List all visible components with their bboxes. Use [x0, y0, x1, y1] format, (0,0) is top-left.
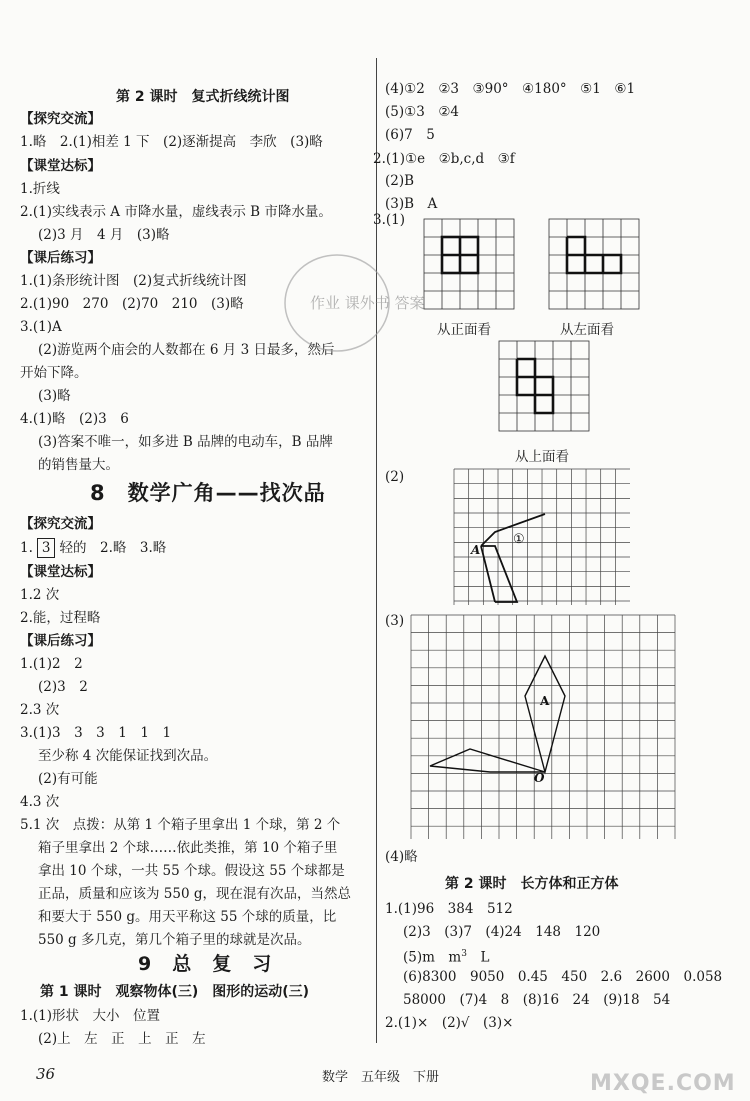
answer-line: 2.(1)90 270 (2)70 210 (3)略: [20, 296, 244, 312]
answer-line: (5)①3 ②4: [385, 104, 460, 120]
answer-line: 3.(1)3 3 3 1 1 1: [20, 725, 172, 741]
answer-line: 正品，质量和应该为 550 g，现在混有次品，当然总: [38, 886, 351, 902]
answer-line: 1.略 2.(1)相差 1 下 (2)逐渐提高 李欣 (3)略: [20, 134, 323, 150]
point-a-label: A: [471, 543, 481, 557]
shape-1-label: ①: [513, 532, 525, 547]
u9-lesson1-title: 第 1 课时 观察物体(三) 图形的运动(三): [40, 984, 310, 1000]
answer-line: (6)8300 9050 0.45 450 2.6 2600 0.058: [403, 969, 723, 985]
answer-line: 2.3 次: [20, 702, 60, 718]
answer-line: (2)3 月 4 月 (3)略: [38, 227, 170, 243]
answer-line: (2)3 (3)7 (4)24 148 120: [403, 924, 601, 940]
answer-line: [20, 538, 166, 558]
section-class: 【课堂达标】: [20, 564, 101, 580]
answer-line: (2)游览两个庙会的人数都在 6 月 3 日最多，然后: [38, 342, 335, 358]
unit-text: (5)m m: [403, 949, 462, 966]
answer-line: 58000 (7)4 8 (8)16 24 (9)18 54: [403, 992, 671, 1008]
q3-grid: [410, 614, 682, 846]
q3-label: (3): [385, 613, 405, 629]
answer-line: 1.2 次: [20, 587, 60, 603]
answer-line: (6)7 5: [385, 127, 435, 143]
answer-line: (3)答案不唯一，如多进 B 品牌的电动车，B 品牌: [38, 434, 333, 450]
unit8-title: 8 数学广角——找次品: [90, 481, 326, 505]
top-view-grid: [498, 340, 590, 432]
answer-line: (4)略: [385, 849, 418, 865]
answer-line: (3)略: [38, 388, 71, 404]
answer-line: 3.(1)A: [20, 319, 62, 335]
section-explore: 【探究交流】: [20, 516, 101, 532]
shape-a-label: A: [540, 694, 550, 708]
q2-label: (2): [385, 469, 405, 485]
caption-left: 从左面看: [560, 322, 614, 338]
answer-line: 拿出 10 个球，一共 55 个球。假设这 55 个球都是: [38, 863, 345, 879]
section-class: 【课堂达标】: [20, 158, 101, 174]
answer-line: 开始下降。: [20, 365, 88, 381]
answer-line: (2)有可能: [38, 771, 98, 787]
q2-grid: [453, 468, 633, 608]
section-after: 【课后练习】: [20, 633, 101, 649]
answer-line: 至少称 4 次能保证找到次品。: [38, 748, 218, 764]
answer-line: 2.能，过程略: [20, 610, 101, 626]
answer-line: [403, 945, 489, 967]
book-label: 数学 五年级 下册: [322, 1070, 440, 1085]
answer-line: 4.(1)略 (2)3 6: [20, 411, 129, 427]
answer-line: 550 g 多几克，第几个箱子里的球就是次品。: [38, 932, 311, 948]
caption-front: 从正面看: [437, 322, 491, 338]
answer-line: 1.(1)形状 大小 位置: [20, 1008, 161, 1024]
answer-line: 1.(1)条形统计图 (2)复式折线统计图: [20, 273, 247, 289]
answer-line: 和要大于 550 g。用天平称这 55 个球的质量，比: [38, 909, 337, 925]
lesson2-title: 第 2 课时 复式折线统计图: [116, 89, 290, 105]
point-o-label: O: [534, 771, 545, 785]
unit9-title: 9 总 复 习: [138, 953, 273, 975]
stamp-watermark: [282, 248, 425, 358]
left-view-grid: [548, 218, 640, 310]
answer-line: (2)3 2: [38, 679, 88, 695]
svg-text:作业 课外书 答案: 作业 课外书 答案: [310, 294, 425, 312]
answer-line: 2.(1)× (2)√ (3)×: [385, 1015, 514, 1031]
answer-prefix: 1.: [20, 540, 33, 556]
answer-line: 2.(1)①e ②b,c,d ③f: [373, 151, 515, 167]
answer-line: 1.(1)96 384 512: [385, 901, 513, 917]
answer-line: 3.(1): [373, 212, 406, 228]
page-number: 36: [36, 1065, 56, 1083]
site-watermark: MXQE.COM: [590, 1071, 736, 1096]
answer-line: 2.(1)实线表示 A 市降水量，虚线表示 B 市降水量。: [20, 204, 332, 220]
answer-line: 4.3 次: [20, 794, 60, 810]
column-divider: [376, 58, 377, 1043]
answer-line: 1.(1)2 2: [20, 656, 83, 672]
answer-line: (4)①2 ②3 ③90° ④180° ⑤1 ⑥1: [385, 81, 636, 97]
answer-rest: 轻的 2.略 3.略: [59, 540, 167, 556]
section-after: 【课后练习】: [20, 250, 101, 266]
unit-text: L: [466, 949, 490, 966]
answer-line: 的销售量大。: [38, 457, 119, 473]
caption-top: 从上面看: [515, 449, 569, 465]
front-view-grid: [423, 218, 515, 310]
answer-line: 箱子里拿出 2 个球……依此类推，第 10 个箱子里: [38, 840, 338, 856]
lesson2-title-right: 第 2 课时 长方体和正方体: [445, 876, 619, 892]
answer-line: (2)上 左 正 上 正 左: [38, 1031, 206, 1047]
answer-box: 3: [37, 538, 56, 558]
superscript: 3: [461, 949, 467, 959]
answer-line: 5.1 次 点拨：从第 1 个箱子里拿出 1 个球，第 2 个: [20, 817, 341, 833]
answer-line: (2)B: [385, 173, 415, 189]
answer-line: (3)B A: [385, 196, 438, 212]
section-explore: 【探究交流】: [20, 111, 101, 127]
answer-line: 1.折线: [20, 181, 60, 197]
